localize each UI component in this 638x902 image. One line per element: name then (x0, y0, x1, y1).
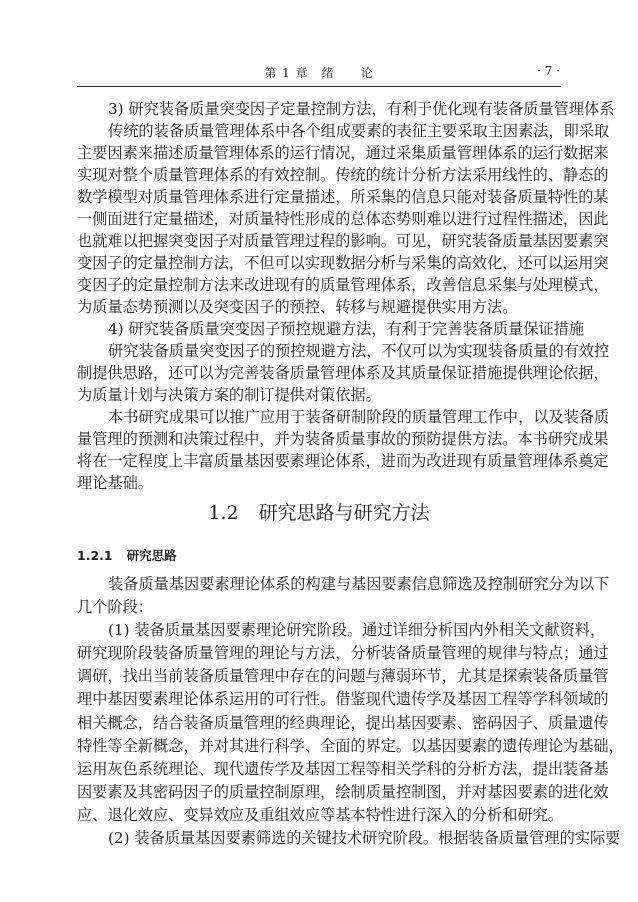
section-heading (0, 498, 638, 525)
page-number: · 7 · (537, 64, 560, 78)
body-text-block-2 (77, 573, 624, 850)
text-line: 变因子的定量控制方法，不但可以实现数据分析与采集的高效化，还可以运用突 (77, 254, 609, 272)
text-line: 一侧面进行定量描述，对质量特性形成的总体态势则难以进行过程性描述，因此 (77, 210, 609, 228)
body-text-block-1 (77, 98, 615, 494)
text-line: 调研，找出当前装备质量管理中存在的问题与薄弱环节，尤其是探索装备质量管 (77, 667, 609, 686)
text-line: 也就难以把握突变因子对质量管理过程的影响。可见，研究装备质量基因要素突 (77, 232, 609, 250)
text-line: 装备质量基因要素理论体系的构建与基因要素信息筛选及控制研究分为以下 (108, 575, 610, 593)
text-line: (1) 装备质量基因要素理论研究阶段。通过详细分析国内外相关文献资料， (108, 621, 606, 640)
text-line: 将在一定程度上丰富质量基因要素理论体系，进而为改进现有质量管理体系奠定 (77, 452, 609, 470)
text-line: 变因子的定量控制方法来改进现有的质量管理体系，改善信息采集与处理模式， (77, 276, 609, 294)
text-line: 主要因素来描述质量管理体系的运行情况，通过采集质量管理体系的运行数据来 (77, 144, 609, 162)
text-line: 因要素及其密码因子的质量控制原理，绘制质量控制图，并对基因要素的进化效 (77, 782, 609, 801)
text-line: 量管理的预测和决策过程中，并为装备质量事故的预防提供方法。本书研究成果 (77, 430, 609, 448)
text-line: 特性等全新概念，并对其进行科学、全面的界定。以基因要素的遗传理论为基础， (77, 736, 624, 755)
text-line: 4) 研究装备质量突变因子预控规避方法，有利于完善装备质量保证措施 (108, 320, 585, 338)
text-line: 研究装备质量突变因子的预控规避方法，不仅可以为实现装备质量的有效控 (108, 342, 610, 360)
text-line: 研究现阶段装备质量管理的理论与方法，分析装备质量管理的规律与特点；通过 (77, 644, 609, 663)
text-line: 为质量计划与决策方案的制订提供对策依据。 (77, 386, 381, 404)
text-line: 本书研究成果可以推广应用于装备研制阶段的质量管理工作中，以及装备质 (108, 408, 610, 426)
subsection-number: 1.2.1 (77, 548, 113, 563)
text-line: 应、退化效应、变异效应及重组效应等基本特性进行深入的分析和研究。 (77, 805, 563, 824)
subsection-heading (77, 546, 177, 564)
text-line: 运用灰色系统理论、现代遗传学及基因工程等相关学科的分析方法，提出装备基 (77, 759, 609, 778)
header-rule (77, 86, 561, 87)
text-line: 理论基础。 (77, 474, 153, 492)
text-line: 传统的装备质量管理体系中各个组成要素的表征主要采取主因素法，即采取 (108, 122, 610, 140)
section-title: 研究思路与研究方法 (258, 502, 430, 524)
text-line: 理中基因要素理论体系运用的可行性。借鉴现代遗传学及基因工程等学科领域的 (77, 690, 609, 709)
text-line: 数学模型对质量管理体系进行定量描述，所采集的信息只能对装备质量特性的某 (77, 188, 609, 206)
text-line: 制提供思路，还可以为完善装备质量管理体系及其质量保证措施提供理论依据， (77, 364, 609, 382)
text-line: 为质量态势预测以及突变因子的预控、转移与规避提供实用方法。 (77, 298, 518, 316)
running-header-chapter: 第 1 章 绪 论 (264, 66, 374, 80)
text-line: 相关概念，结合装备质量管理的经典理论，提出基因要素、密码因子、质量遗传 (77, 713, 609, 732)
section-number: 1.2 (208, 502, 239, 524)
text-line: 实现对整个质量管理体系的有效控制。传统的统计分析方法采用线性的、静态的 (77, 166, 609, 184)
text-line: (2) 装备质量基因要素筛选的关键技术研究阶段。根据装备质量管理的实际要 (108, 829, 621, 848)
subsection-title: 研究思路 (126, 548, 177, 563)
text-line: 3) 研究装备质量突变因子定量控制方法，有利于优化现有装备质量管理体系 (108, 100, 615, 118)
text-line: 几个阶段： (77, 598, 153, 617)
